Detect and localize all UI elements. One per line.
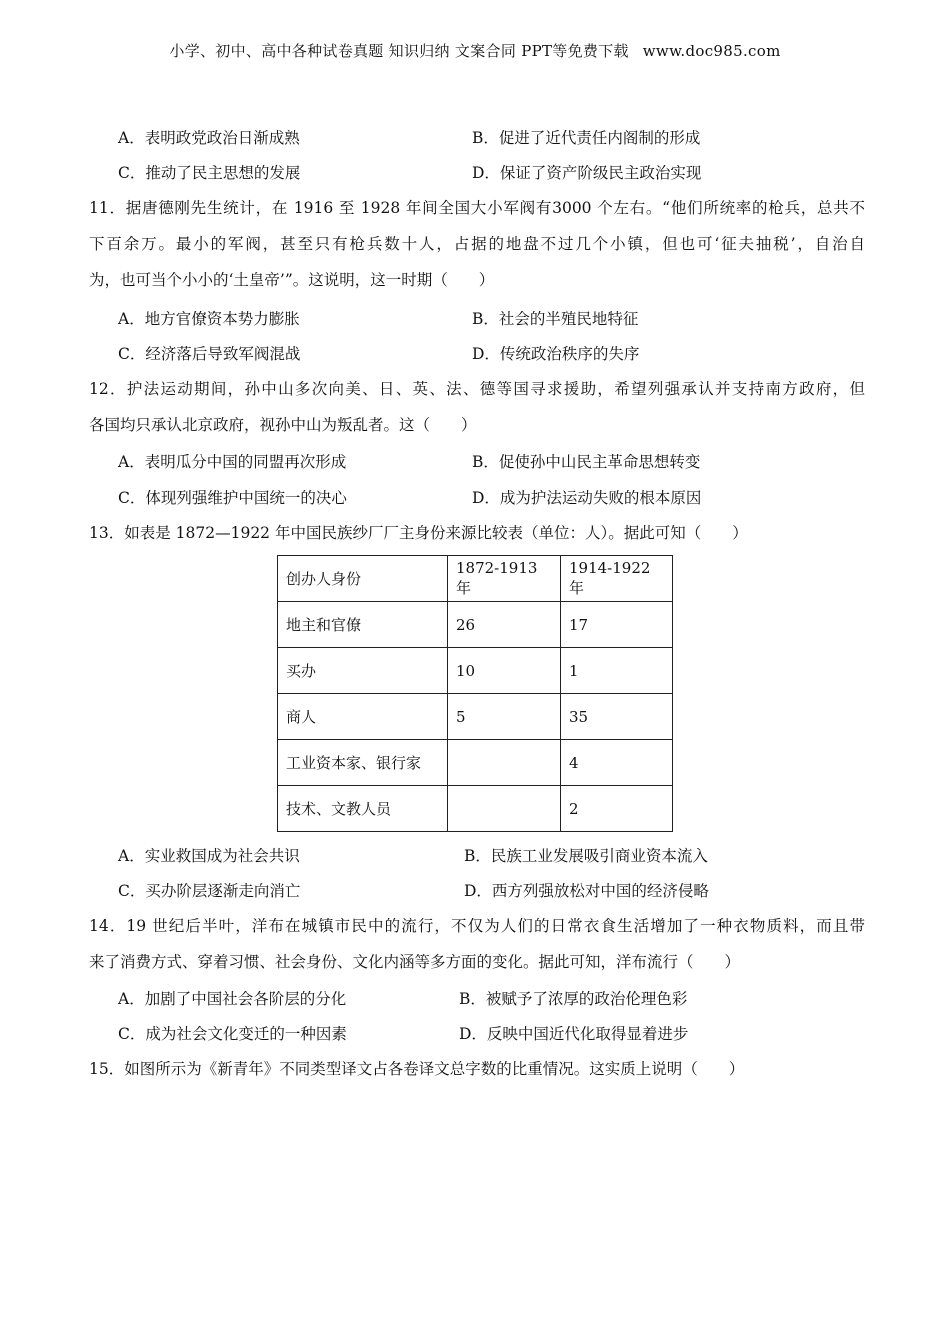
- q13-option-d[interactable]: D．西方列强放松对中国的经济侵略: [464, 882, 709, 900]
- table-row: [278, 648, 673, 694]
- q10-option-b[interactable]: B．促进了近代责任内阁制的形成: [472, 129, 701, 147]
- table-cell: [448, 740, 561, 786]
- table-cell: 26: [448, 602, 561, 648]
- q12-text-line: 12．护法运动期间，孙中山多次向美、日、英、法、德等国寻求援助，希望列强承认并支持南方政府，但: [89, 380, 865, 398]
- q14-option-b[interactable]: B．被赋予了浓厚的政治伦理色彩: [459, 990, 688, 1008]
- table-cell: 5: [448, 694, 561, 740]
- q12-option-a[interactable]: A．表明瓜分中国的同盟再次形成: [118, 453, 347, 471]
- q11-text-line: 为，也可当个小小的‘土皇帝’”。这说明，这一时期（ ）: [89, 271, 495, 289]
- table-cell: 17: [561, 602, 673, 648]
- table-cell: 买办: [278, 648, 448, 694]
- q14-option-d[interactable]: D．反映中国近代化取得显着进步: [459, 1025, 689, 1043]
- table-cell: 1: [561, 648, 673, 694]
- question-12: [89, 371, 865, 443]
- table-cell: 地主和官僚: [278, 602, 448, 648]
- header-text: 小学、初中、高中各种试卷真题 知识归纳 文案合同 PPT等免费下载: [169, 42, 629, 60]
- q10-option-d[interactable]: D．保证了资产阶级民主政治实现: [472, 164, 702, 182]
- question-11: [89, 190, 865, 298]
- q13-option-a[interactable]: A．实业救国成为社会共识: [118, 847, 300, 865]
- q12-option-c[interactable]: C．体现列强维护中国统一的决心: [118, 489, 347, 507]
- q12-option-d[interactable]: D．成为护法运动失败的根本原因: [472, 489, 702, 507]
- table-cell: 2: [561, 786, 673, 832]
- q14-option-a[interactable]: A．加剧了中国社会各阶层的分化: [118, 990, 347, 1008]
- table-cell: [448, 786, 561, 832]
- table-cell: 4: [561, 740, 673, 786]
- q11-option-a[interactable]: A．地方官僚资本势力膨胀: [118, 310, 300, 328]
- question-14: [89, 908, 865, 980]
- q11-option-d[interactable]: D．传统政治秩序的失序: [472, 345, 640, 363]
- q10-option-a[interactable]: A．表明政党政治日渐成熟: [118, 129, 300, 147]
- page-header: [0, 40, 950, 61]
- q14-option-c[interactable]: C．成为社会文化变迁的一种因素: [118, 1025, 347, 1043]
- table-row: [278, 602, 673, 648]
- q13-option-c[interactable]: C．买办阶层逐渐走向消亡: [118, 882, 301, 900]
- q11-option-b[interactable]: B．社会的半殖民地特征: [472, 310, 639, 328]
- table-cell: 技术、文教人员: [278, 786, 448, 832]
- table-header-cell: 1872-1913 年: [448, 556, 561, 602]
- q14-text-line: 14．19 世纪后半叶，洋布在城镇市民中的流行，不仅为人们的日常衣食生活增加了一种衣物质料，而且带: [89, 917, 865, 935]
- q12-option-b[interactable]: B．促使孙中山民主革命思想转变: [472, 453, 701, 471]
- q13-data-table: [277, 555, 673, 832]
- question-13: 13．如表是 1872—1922 年中国民族纱厂厂主身份来源比较表（单位：人）。据此可知（ ）: [89, 524, 748, 542]
- q12-text-line: 各国均只承认北京政府，视孙中山为叛乱者。这（ ）: [89, 416, 477, 434]
- q10-option-c[interactable]: C．推动了民主思想的发展: [118, 164, 301, 182]
- question-15: 15．如图所示为《新青年》不同类型译文占各卷译文总字数的比重情况。这实质上说明（ ）: [89, 1060, 745, 1078]
- q13-option-b[interactable]: B．民族工业发展吸引商业资本流入: [464, 847, 708, 865]
- header-site-link[interactable]: www.doc985.com: [642, 42, 781, 60]
- table-row: [278, 740, 673, 786]
- table-header-cell: 1914-1922 年: [561, 556, 673, 602]
- table-row: [278, 786, 673, 832]
- q11-text-line: 下百余万。最小的军阀，甚至只有枪兵数十人，占据的地盘不过几个小镇，但也可‘征夫抽税’，自治自: [89, 235, 865, 253]
- table-cell: 商人: [278, 694, 448, 740]
- q11-option-c[interactable]: C．经济落后导致军阀混战: [118, 345, 301, 363]
- q11-text-line: 11．据唐德刚先生统计，在 1916 至 1928 年间全国大小军阀有3000 个左右。“他们所统率的枪兵，总共不: [89, 199, 865, 217]
- q14-text-line: 来了消费方式、穿着习惯、社会身份、文化内涵等多方面的变化。据此可知，洋布流行（ ）: [89, 953, 741, 971]
- table-cell: 10: [448, 648, 561, 694]
- table-cell: 35: [561, 694, 673, 740]
- table-header-cell: 创办人身份: [278, 556, 448, 602]
- table-cell: 工业资本家、银行家: [278, 740, 448, 786]
- table-row: [278, 694, 673, 740]
- table-header-row: [278, 556, 673, 602]
